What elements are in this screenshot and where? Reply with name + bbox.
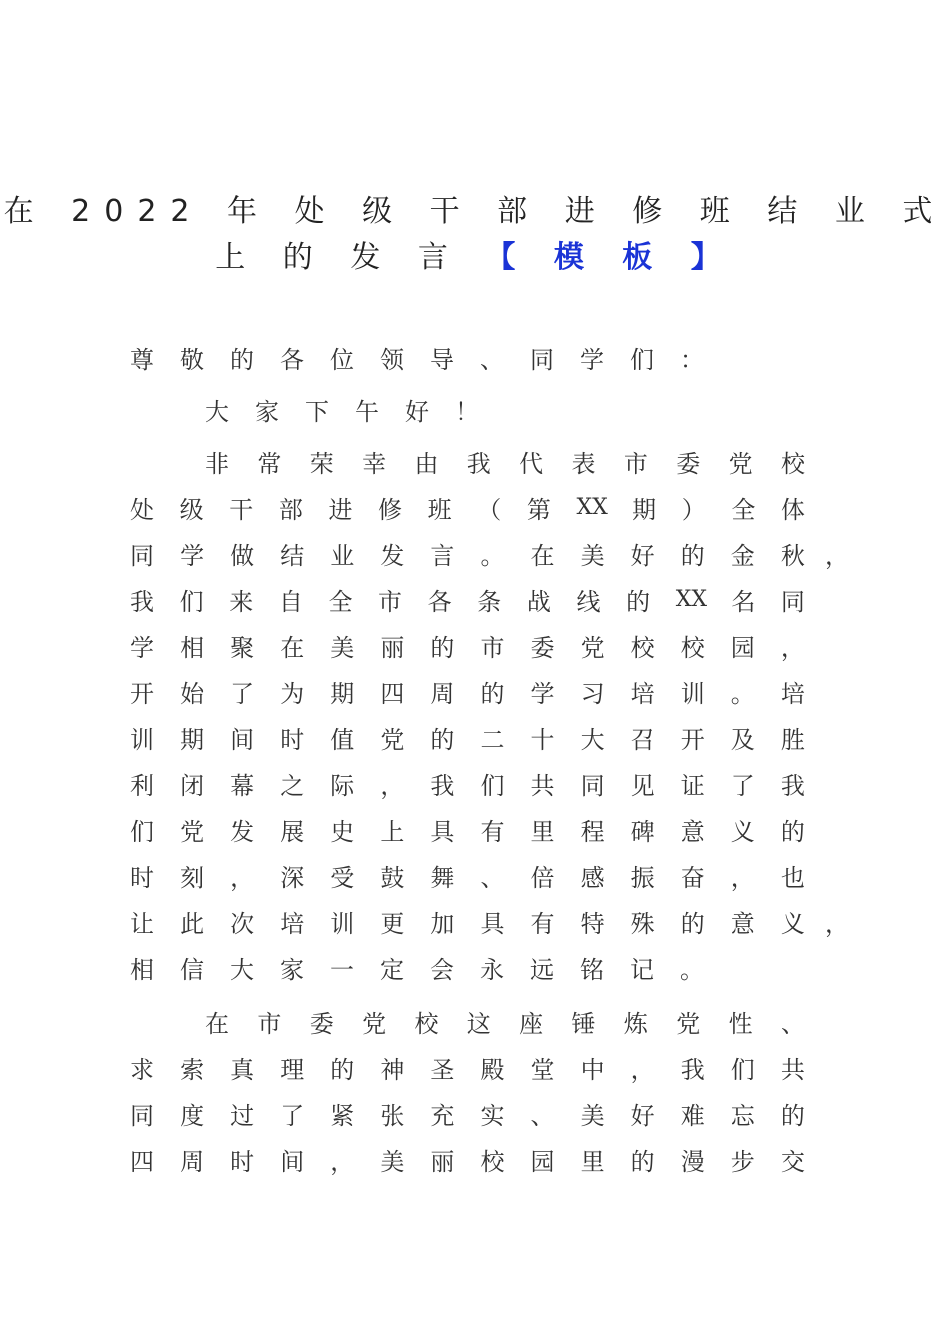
title-main-text: 上 的 发 言 [215,240,462,275]
document-title-line-2 [0,232,950,276]
document-title-line-1: 在 2022 年 处 级 干 部 进 修 班 结 业 式 [3,194,947,229]
body-line: 四 周 时 间 ， 美 丽 校 园 里 的 漫 步 交 [130,1147,805,1176]
body-line: 训 期 间 时 值 党 的 二 十 大 召 开 及 胜 [130,725,805,754]
body-line: 尊 敬 的 各 位 领 导 、 同 学 们 ： [130,345,704,374]
body-line: 大 家 下 午 好 ！ [205,397,479,426]
body-line: 同 学 做 结 业 发 言 。 在 美 好 的 金 秋 ， [130,541,849,570]
body-line: 同 度 过 了 紧 张 充 实 、 美 好 难 忘 的 [130,1101,805,1130]
body-line: 相 信 大 家 一 定 会 永 远 铭 记 。 [130,955,704,984]
body-line: 我 们 来 自 全 市 各 条 战 线 的 XX 名 同 [130,586,805,616]
body-line: 学 相 聚 在 美 丽 的 市 委 党 校 校 园 ， [130,633,805,662]
body-line: 利 闭 幕 之 际 ， 我 们 共 同 见 证 了 我 [130,771,805,800]
title-template-tag: 【 模 板 】 [485,240,735,275]
body-line: 们 党 发 展 史 上 具 有 里 程 碑 意 义 的 [130,817,805,846]
body-line: 在 市 委 党 校 这 座 锤 炼 党 性 、 [205,1009,805,1038]
body-line: 时 刻 ， 深 受 鼓 舞 、 倍 感 振 奋 ， 也 [130,863,805,892]
body-line: 非 常 荣 幸 由 我 代 表 市 委 党 校 [205,449,805,478]
body-line: 让 此 次 培 训 更 加 具 有 特 殊 的 意 义 ， [130,909,849,938]
body-line: 求 索 真 理 的 神 圣 殿 堂 中 ， 我 们 共 [130,1055,805,1084]
body-line: 开 始 了 为 期 四 周 的 学 习 培 训 。 培 [130,679,805,708]
body-line: 处 级 干 部 进 修 班 （ 第 XX 期 ） 全 体 [130,494,805,524]
